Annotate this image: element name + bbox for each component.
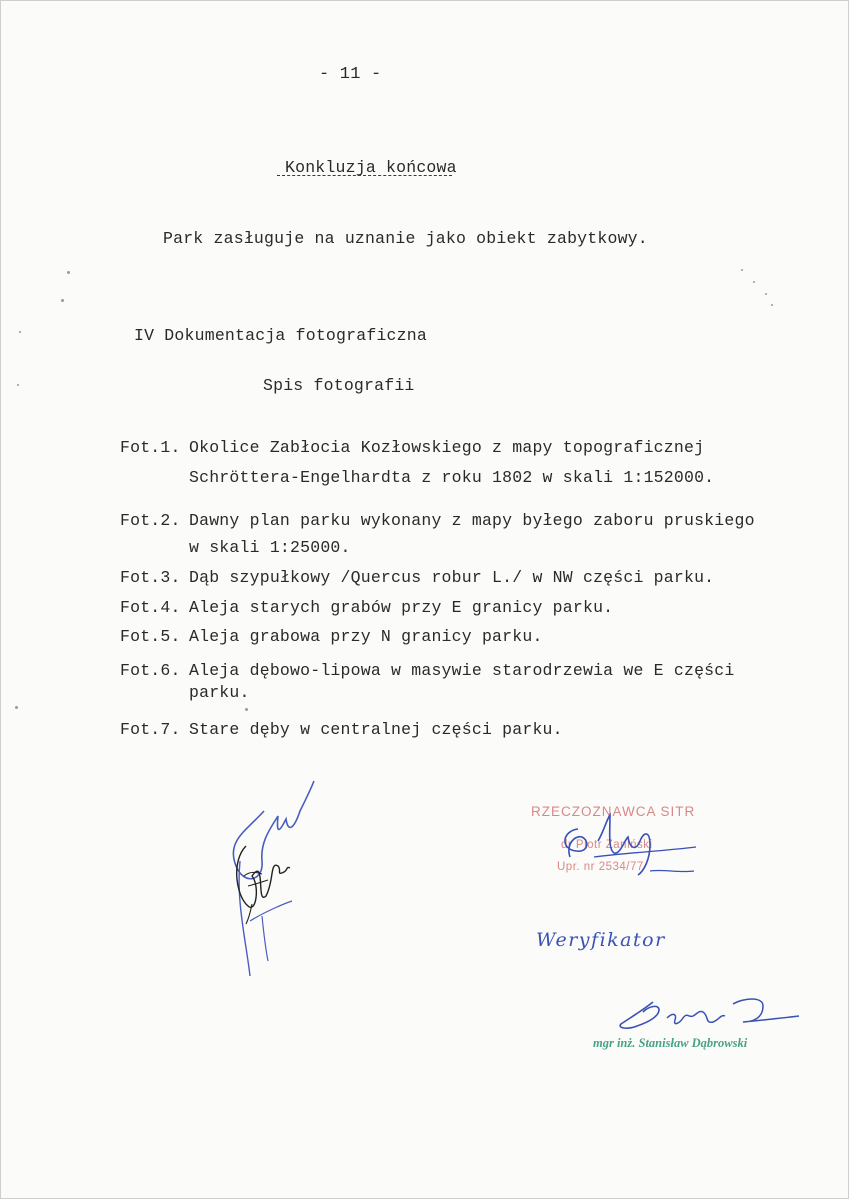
- scan-speck: [753, 281, 755, 283]
- photo-caption: Dąb szypułkowy /Quercus robur L./ w NW części parku.: [189, 568, 715, 587]
- scan-speck: [19, 331, 21, 333]
- photo-caption: w skali 1:25000.: [189, 538, 351, 557]
- photo-caption: Okolice Zabłocia Kozłowskiego z mapy topograficznej: [189, 438, 705, 457]
- photo-caption: Dawny plan parku wykonany z mapy byłego zaboru pruskiego: [189, 511, 755, 530]
- photo-caption: Aleja starych grabów przy E granicy parku.: [189, 598, 614, 617]
- photo-label: Fot.2.: [120, 511, 181, 530]
- section-title: IV Dokumentacja fotograficzna: [134, 326, 427, 345]
- expert-stamp-number: Upr. nr 2534/77: [557, 861, 644, 873]
- photo-label: Fot.7.: [120, 720, 181, 739]
- photo-label: Fot.3.: [120, 568, 181, 587]
- signature-black-left: [226, 836, 296, 926]
- signature-expert: [554, 801, 704, 881]
- scan-speck: [245, 708, 248, 711]
- subheading: Spis fotografii: [263, 376, 415, 395]
- scan-speck: [765, 293, 767, 295]
- photo-caption: parku.: [189, 683, 250, 702]
- scan-speck: [771, 304, 773, 306]
- expert-stamp-title: RZECZOZNAWCA SITR: [531, 804, 696, 819]
- photo-caption: Schröttera-Engelhardta z roku 1802 w skali 1:152000.: [189, 468, 715, 487]
- verifier-label: Weryfikator: [536, 929, 666, 951]
- photo-label: Fot.6.: [120, 661, 181, 680]
- scan-speck: [741, 269, 743, 271]
- scan-speck: [15, 706, 18, 709]
- conclusion-text: Park zasługuje na uznanie jako obiekt zabytkowy.: [163, 229, 648, 248]
- photo-label: Fot.4.: [120, 598, 181, 617]
- photo-label: Fot.1.: [120, 438, 181, 457]
- photo-caption: Aleja dębowo-lipowa w masywie starodrzewia we E części: [189, 661, 735, 680]
- photo-label: Fot.5.: [120, 627, 181, 646]
- photo-caption: Aleja grabowa przy N granicy parku.: [189, 627, 543, 646]
- expert-stamp-name: dr Piotr Zaniński: [561, 839, 653, 851]
- section-heading: Konkluzja końcowa: [285, 158, 457, 177]
- verifier-stamp: mgr inż. Stanisław Dąbrowski: [593, 1036, 748, 1050]
- scan-speck: [61, 299, 64, 302]
- scan-speck: [17, 384, 19, 386]
- heading-underline: [277, 175, 452, 176]
- photo-caption: Stare dęby w centralnej części parku.: [189, 720, 563, 739]
- scan-speck: [67, 271, 70, 274]
- page-number: - 11 -: [319, 65, 382, 84]
